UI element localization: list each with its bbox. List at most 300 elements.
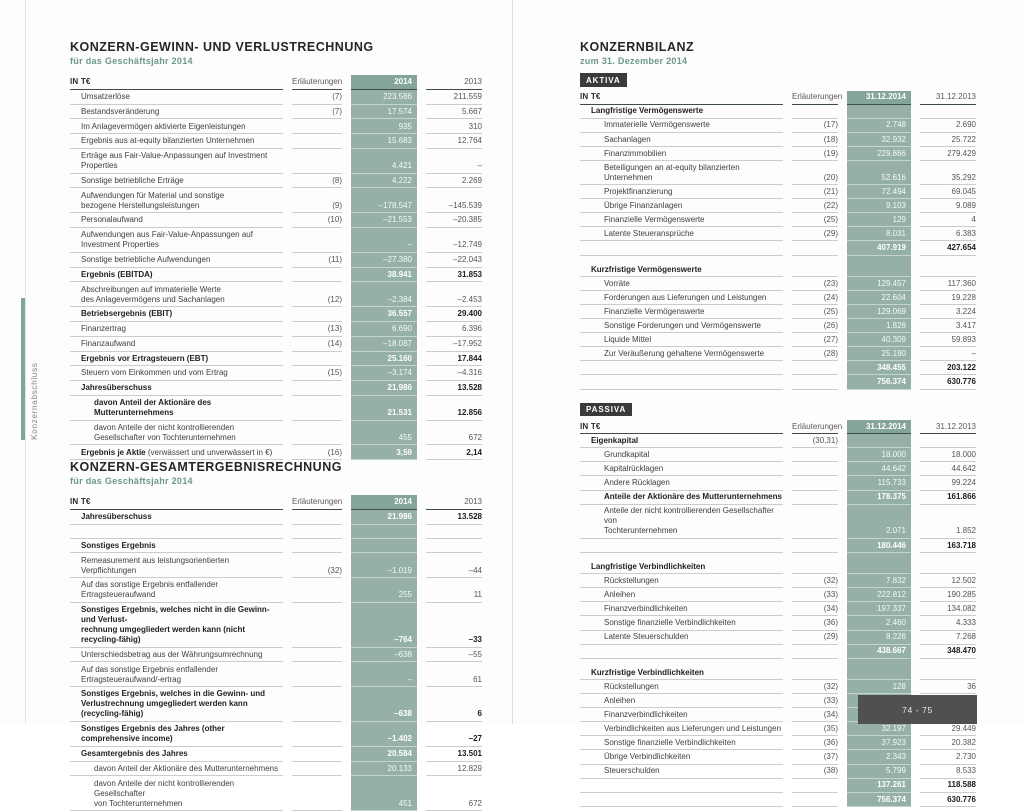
row-label: Jahresüberschuss: [70, 381, 283, 396]
row-label: Langfristige Verbindlichkeiten: [580, 553, 783, 574]
value-prior-year: 118.588: [920, 779, 976, 793]
value-prior-year: 19.228: [920, 291, 976, 305]
row-label: Liquide Mittel: [580, 333, 783, 347]
value-current-year: 8.031: [847, 227, 911, 241]
value-current-year: 4.421: [351, 149, 417, 174]
row-note: [792, 242, 838, 255]
row-note: (29): [792, 227, 838, 241]
unit-header: IN T€: [70, 75, 283, 90]
comprehensive-income-title: KONZERN-GESAMTERGEBNISRECHNUNG: [70, 460, 342, 475]
value-prior-year: 2,14: [426, 445, 482, 460]
row-note: [292, 135, 342, 149]
page-number: 74 - 75: [902, 704, 933, 715]
row-note: [292, 649, 342, 663]
table-row: [70, 90, 482, 105]
value-current-year: –21.553: [351, 213, 417, 228]
value-current-year: 8.226: [847, 631, 911, 645]
row-note: [292, 525, 342, 539]
value-current-year: 129.457: [847, 277, 911, 291]
table-row: [580, 277, 976, 291]
value-current-year: [847, 256, 911, 277]
row-label: Finanzverbindlichkeiten: [580, 602, 783, 616]
value-current-year: –: [351, 662, 417, 687]
table-row: [70, 366, 482, 381]
row-label: Ergebnis vor Ertragsteuern (EBT): [70, 352, 283, 367]
row-note: [292, 382, 342, 396]
row-label: davon Anteil der Aktionäre des Mutterunternehmens: [70, 396, 283, 421]
page-edge-left: [25, 0, 26, 724]
table-row: [70, 539, 482, 554]
row-note: (22): [792, 199, 838, 213]
row-label: Sonstige betriebliche Aufwendungen: [70, 253, 283, 268]
value-prior-year: 161.866: [920, 491, 976, 505]
value-prior-year: [920, 660, 976, 680]
row-label: [580, 242, 783, 255]
table-row: [70, 352, 482, 367]
row-note: (8): [292, 174, 342, 189]
value-prior-year: 13.501: [426, 747, 482, 762]
comprehensive-income-table: [70, 495, 482, 811]
value-prior-year: [920, 257, 976, 277]
row-label: [70, 525, 283, 539]
value-current-year: 2.460: [847, 616, 911, 630]
value-prior-year: –55: [426, 648, 482, 663]
row-label: Finanzimmobilien: [580, 147, 783, 161]
table-row: [580, 539, 976, 553]
row-note: (14): [292, 337, 342, 352]
row-label: Übrige Verbindlichkeiten: [580, 750, 783, 764]
value-prior-year: –145.539: [426, 198, 482, 213]
row-note: (34): [792, 708, 838, 722]
row-label: Ergebnis je Aktie (verwässert und unverwässert in €): [70, 445, 283, 460]
row-note: (38): [792, 765, 838, 779]
row-note: (7): [292, 90, 342, 105]
row-note: (36): [792, 736, 838, 750]
value-current-year: 2.071: [847, 505, 911, 539]
row-note: [292, 353, 342, 367]
row-note: [292, 308, 342, 322]
value-current-year: 197.337: [847, 602, 911, 616]
value-prior-year: 20.382: [920, 736, 976, 750]
row-note: (16): [292, 445, 342, 460]
row-note: (19): [792, 147, 838, 161]
value-prior-year: 672: [426, 431, 482, 446]
row-label: Betriebsergebnis (EBIT): [70, 307, 283, 322]
value-prior-year: 1.852: [920, 525, 976, 539]
value-current-year: –638: [351, 648, 417, 663]
row-label: Verbindlichkeiten aus Lieferungen und Leistungen: [580, 722, 783, 736]
row-note: (13): [292, 322, 342, 337]
row-note: (30,31): [792, 434, 838, 448]
table-row: [580, 305, 976, 319]
value-prior-year: 12.502: [920, 574, 976, 588]
value-prior-year: 13.528: [426, 510, 482, 525]
table-row: [70, 268, 482, 283]
table-row: [70, 253, 482, 268]
row-label: davon Anteil der Aktionäre des Mutterunternehmens: [70, 762, 283, 777]
table-row: [70, 578, 482, 603]
table-row: [580, 105, 976, 119]
value-prior-year: 17.844: [426, 352, 482, 367]
row-note: [792, 477, 838, 490]
row-note: [792, 646, 838, 659]
value-current-year: 72.494: [847, 185, 911, 199]
value-prior-year: 2.269: [426, 174, 482, 189]
row-note: [792, 376, 838, 389]
value-current-year: 38.941: [351, 268, 417, 283]
row-note: [792, 463, 838, 476]
value-current-year: 22.604: [847, 291, 911, 305]
unit-header: IN T€: [70, 495, 283, 510]
table-row: [70, 603, 482, 648]
table-row: [70, 776, 482, 811]
date-2013-header: 31.12.2013: [920, 420, 976, 434]
row-note: (32): [792, 574, 838, 588]
value-current-year: 40.309: [847, 333, 911, 347]
balance-sheet-subtitle: zum 31. Dezember 2014: [580, 56, 688, 66]
value-prior-year: –22.043: [426, 253, 482, 268]
income-statement-title: KONZERN-GEWINN- UND VERLUSTRECHNUNG: [70, 40, 374, 54]
row-note: (18): [792, 133, 838, 147]
value-prior-year: 31.853: [426, 268, 482, 283]
table-row: [70, 307, 482, 322]
row-note: (25): [792, 213, 838, 227]
value-current-year: –18.087: [351, 337, 417, 352]
row-label: [580, 362, 783, 375]
value-current-year: 229.866: [847, 147, 911, 161]
row-label: [580, 646, 783, 659]
value-current-year: –3.174: [351, 366, 417, 381]
value-current-year: 25.190: [847, 347, 911, 361]
row-label: Ergebnis (EBITDA): [70, 268, 283, 283]
row-label: [580, 540, 783, 553]
row-label: Personalaufwand: [70, 213, 283, 228]
chapter-label: Konzernabschluss: [29, 362, 39, 440]
value-current-year: 4.222: [351, 174, 417, 189]
table-header-row: [70, 75, 482, 90]
table-row: [580, 434, 976, 448]
value-prior-year: 12.764: [426, 134, 482, 149]
table-row: [70, 445, 482, 460]
table-row: [70, 525, 482, 539]
value-prior-year: [920, 554, 976, 574]
value-current-year: 20.584: [351, 747, 417, 762]
table-row: [580, 199, 976, 213]
value-prior-year: 3.224: [920, 305, 976, 319]
page-number-box: [858, 695, 977, 724]
value-current-year: 2.748: [847, 119, 911, 133]
value-current-year: 17.574: [351, 105, 417, 120]
row-note: [292, 763, 342, 777]
table-row: [580, 616, 976, 630]
table-row: [580, 491, 976, 505]
row-note: (15): [292, 366, 342, 381]
value-prior-year: [920, 106, 976, 119]
row-label: Kurzfristige Verbindlichkeiten: [580, 659, 783, 680]
row-note: [292, 269, 342, 283]
value-prior-year: 69.045: [920, 185, 976, 199]
table-row: [70, 105, 482, 120]
row-label: Sonstiges Ergebnis: [70, 539, 283, 554]
value-prior-year: [426, 540, 482, 554]
row-note: (21): [792, 185, 838, 199]
value-current-year: –638: [351, 687, 417, 722]
value-current-year: 255: [351, 578, 417, 603]
row-note: [792, 526, 838, 539]
row-label: Vorräte: [580, 277, 783, 291]
row-label: Sonstiges Ergebnis, welches nicht in die Gewinn- und Verlust- rechnung umgegliedert werden kann (nicht recycling-fähig): [70, 603, 283, 648]
income-statement-table: [70, 75, 482, 460]
value-prior-year: 5.667: [426, 105, 482, 120]
table-row: [580, 588, 976, 602]
row-label: Sonstige finanzielle Verbindlichkeiten: [580, 616, 783, 630]
value-prior-year: 7.268: [920, 631, 976, 645]
value-prior-year: 99.224: [920, 476, 976, 490]
date-2014-header: 31.12.2014: [847, 91, 911, 105]
table-row: [70, 510, 482, 525]
value-prior-year: 630.776: [920, 375, 976, 389]
value-current-year: 3,59: [351, 445, 417, 460]
value-prior-year: 59.893: [920, 333, 976, 347]
unit-header: IN T€: [580, 420, 783, 434]
row-label: Finanzverbindlichkeiten: [580, 708, 783, 722]
table-row: [580, 161, 976, 185]
row-label: Sonstige Forderungen und Vermögenswerte: [580, 319, 783, 333]
unit-header: IN T€: [580, 91, 783, 105]
value-current-year: 21.531: [351, 396, 417, 421]
value-current-year: 1.826: [847, 319, 911, 333]
value-current-year: 37.923: [847, 736, 911, 750]
value-current-year: 18.000: [847, 448, 911, 462]
row-label: Unterschiedsbetrag aus der Währungsumrechnung: [70, 648, 283, 663]
table-row: [70, 722, 482, 747]
notes-header: Erläuterungen: [792, 91, 838, 105]
value-current-year: 52.616: [847, 161, 911, 185]
row-label: Latente Steueransprüche: [580, 227, 783, 241]
value-prior-year: –: [920, 347, 976, 361]
value-current-year: 180.446: [847, 539, 911, 553]
value-current-year: [847, 434, 911, 448]
value-prior-year: 18.000: [920, 448, 976, 462]
value-prior-year: 8.533: [920, 765, 976, 779]
row-note: (28): [792, 347, 838, 361]
row-note: (32): [292, 563, 342, 578]
row-note: [792, 660, 838, 680]
value-prior-year: 310: [426, 119, 482, 134]
value-current-year: 21.986: [351, 381, 417, 396]
value-prior-year: 348.470: [920, 645, 976, 659]
row-label: Bestandsveränderung: [70, 105, 283, 120]
year-2013-header: 2013: [426, 495, 482, 510]
table-header-row: [580, 420, 976, 434]
row-label: Aufwendungen für Material und sonstige bezogene Herstellungsleistungen: [70, 188, 283, 213]
table-row: [580, 185, 976, 199]
passiva-table: [580, 420, 976, 807]
aktiva-table: [580, 91, 976, 390]
row-label: Auf das sonstige Ergebnis entfallender Ertragsteueraufwand/-ertrag: [70, 662, 283, 687]
value-current-year: –178.547: [351, 188, 417, 213]
value-prior-year: 6.383: [920, 227, 976, 241]
table-row: [580, 505, 976, 539]
table-row: [580, 553, 976, 574]
table-row: [70, 213, 482, 228]
value-current-year: 6.690: [351, 322, 417, 337]
value-current-year: 178.375: [847, 491, 911, 505]
row-note: [292, 797, 342, 811]
table-row: [70, 381, 482, 396]
table-row: [580, 645, 976, 659]
row-note: (7): [292, 105, 342, 120]
value-current-year: 36.557: [351, 307, 417, 322]
aktiva-badge: AKTIVA: [580, 73, 627, 87]
table-row: [580, 213, 976, 227]
table-row: [580, 736, 976, 750]
row-note: [292, 748, 342, 762]
table-row: [580, 119, 976, 133]
row-note: [292, 540, 342, 554]
income-statement-subtitle: für das Geschäftsjahr 2014: [70, 56, 193, 66]
value-prior-year: 35.292: [920, 171, 976, 185]
table-row: [580, 750, 976, 764]
table-row: [580, 227, 976, 241]
row-note: [292, 407, 342, 421]
row-label: [580, 780, 783, 793]
notes-header: Erläuterungen: [292, 495, 342, 510]
row-note: (26): [792, 319, 838, 333]
value-prior-year: 12.829: [426, 762, 482, 777]
row-label: Übrige Finanzanlagen: [580, 199, 783, 213]
row-label: Kapitalrücklagen: [580, 462, 783, 476]
row-label: Im Anlagevermögen aktivierte Eigenleistungen: [70, 119, 283, 134]
year-2014-header: 2014: [351, 495, 417, 510]
value-prior-year: 3.417: [920, 319, 976, 333]
row-note: [792, 257, 838, 277]
value-prior-year: 630.776: [920, 793, 976, 807]
right-page: [580, 40, 976, 807]
value-prior-year: 29.400: [426, 307, 482, 322]
value-prior-year: 4.333: [920, 616, 976, 630]
row-note: [792, 554, 838, 574]
row-note: (24): [792, 291, 838, 305]
row-note: [292, 634, 342, 648]
table-row: [580, 347, 976, 361]
row-label: Steuerschulden: [580, 765, 783, 779]
table-row: [70, 421, 482, 446]
value-prior-year: 4: [920, 213, 976, 227]
value-prior-year: 2.730: [920, 750, 976, 764]
table-row: [70, 687, 482, 722]
value-current-year: 455: [351, 421, 417, 446]
value-prior-year: 672: [426, 796, 482, 811]
row-note: [792, 492, 838, 505]
row-label: Grundkapital: [580, 448, 783, 462]
row-note: (33): [792, 694, 838, 708]
row-note: [792, 449, 838, 462]
table-row: [70, 396, 482, 421]
value-current-year: 21.986: [351, 510, 417, 525]
table-row: [70, 337, 482, 352]
row-note: [292, 673, 342, 687]
comprehensive-income-subtitle: für das Geschäftsjahr 2014: [70, 476, 193, 487]
row-note: [792, 362, 838, 375]
table-row: [580, 291, 976, 305]
row-label: Zur Veräußerung gehaltene Vermögenswerte: [580, 347, 783, 361]
value-prior-year: –27: [426, 732, 482, 747]
value-prior-year: 12.856: [426, 406, 482, 421]
table-row: [580, 722, 976, 736]
value-current-year: 756.374: [847, 375, 911, 389]
page-seam: [512, 0, 513, 724]
value-current-year: 9.103: [847, 199, 911, 213]
row-note: (12): [292, 292, 342, 307]
value-prior-year: –12.749: [426, 238, 482, 253]
value-current-year: 32.197: [847, 722, 911, 736]
row-label: Remeasurement aus leistungsorientierten Verpflichtungen: [70, 553, 283, 578]
row-label: Anleihen: [580, 694, 783, 708]
table-row: [580, 631, 976, 645]
row-label: Gesamtergebnis des Jahres: [70, 747, 283, 762]
row-label: [580, 794, 783, 807]
value-current-year: 129.069: [847, 305, 911, 319]
row-label: Anteile der Aktionäre des Mutterunternehmens: [580, 491, 783, 505]
value-current-year: 25.160: [351, 352, 417, 367]
value-current-year: 128: [847, 680, 911, 694]
value-prior-year: 117.360: [920, 277, 976, 291]
row-label: Latente Steuerschulden: [580, 631, 783, 645]
table-row: [70, 282, 482, 307]
row-label: Beteiligungen an at-equity bilanzierten Unternehmen: [580, 161, 783, 185]
value-prior-year: 25.722: [920, 133, 976, 147]
chapter-accent-bar: [21, 298, 25, 440]
value-prior-year: 44.642: [920, 462, 976, 476]
row-label: Finanzielle Vermögenswerte: [580, 213, 783, 227]
value-current-year: 115.733: [847, 476, 911, 490]
value-prior-year: 6: [426, 707, 482, 722]
table-row: [580, 659, 976, 680]
value-prior-year: [426, 525, 482, 539]
row-note: (27): [792, 333, 838, 347]
table-row: [70, 747, 482, 762]
value-current-year: 438.667: [847, 645, 911, 659]
value-current-year: –764: [351, 603, 417, 648]
table-row: [580, 361, 976, 375]
row-label: Aufwendungen aus Fair-Value-Anpassungen auf Investment Properties: [70, 228, 283, 253]
table-row: [580, 602, 976, 616]
row-label: Erträge aus Fair-Value-Anpassungen auf Investment Properties: [70, 149, 283, 174]
notes-header: Erläuterungen: [792, 420, 838, 434]
value-current-year: –2.384: [351, 282, 417, 307]
value-prior-year: 9.089: [920, 199, 976, 213]
row-label: Sachanlagen: [580, 133, 783, 147]
value-prior-year: –: [426, 159, 482, 174]
table-row: [70, 188, 482, 213]
value-current-year: 5.799: [847, 765, 911, 779]
row-note: (23): [792, 277, 838, 291]
value-prior-year: 134.082: [920, 602, 976, 616]
value-prior-year: –20.385: [426, 213, 482, 228]
row-note: [292, 432, 342, 446]
row-note: [792, 540, 838, 553]
value-prior-year: –33: [426, 633, 482, 648]
value-prior-year: 190.285: [920, 588, 976, 602]
row-note: (35): [792, 722, 838, 736]
table-row: [70, 553, 482, 578]
value-current-year: 756.374: [847, 793, 911, 807]
date-2014-header: 31.12.2014: [847, 420, 911, 434]
table-row: [580, 765, 976, 779]
value-prior-year: 29.449: [920, 722, 976, 736]
table-row: [70, 149, 482, 174]
